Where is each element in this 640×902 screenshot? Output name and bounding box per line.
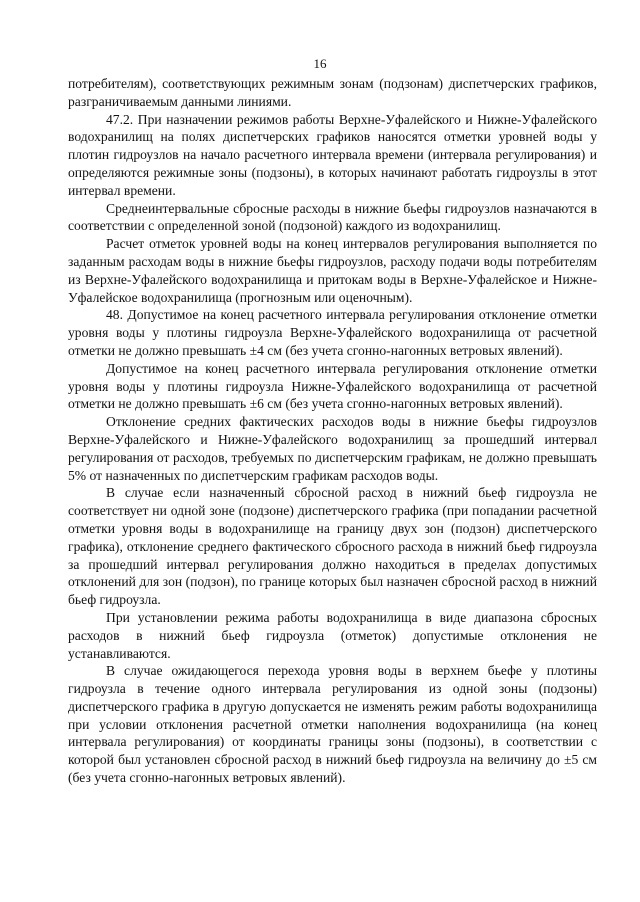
paragraph-discharge-deviation: Отклонение средних фактических расходов воды в нижние бьефы гидроузлов Верхне-Уфалейского и Нижне-Уфалейского водохранилищ за прошедший интервал регулирования от расходов, требуемых по диспетчерским графикам, не должно превышать 5% от назначенных по диспетчерским графикам расходов воды. [68,414,597,483]
paragraph-discharge-range: При установлении режима работы водохранилища в виде диапазона сбросных расходов в нижний бьеф гидроузла (отметок) допустимые отклонения не устанавливаются. [68,609,597,661]
page-number: 16 [313,56,327,71]
paragraph-continuation: потребителям), соответствующих режимным зонам (подзонам) диспетчерских графиков, разграничиваемым данными линиями. [68,76,597,109]
document-body [68,75,597,787]
paragraph-zone-transition: В случае ожидающегося перехода уровня воды в верхнем бьефе у плотины гидроузла в течение одного интервала регулирования из одной зоны (подзоны) диспетчерского графика в другую допускается не изменять режим работы водохранилища при условии отклонения расчетной отметки наполнения водохранилища (на конец интервала регулирования) от координаты границы зоны (подзоны), в соответствии с которой был установлен сбросной расход в нижний бьеф гидроузла на величину до ±5 см (без учета сгонно-нагонных ветровых явлений). [68,663,597,786]
paragraph-47-2: 47.2. При назначении режимов работы Верхне-Уфалейского и Нижне-Уфалейского водохранилищ на полях диспетчерских графиков наносятся отметки уровней воды у плотин гидроузлов на начало расчетного интервала времени (интервала регулирования) и определяются режимные зоны (подзоны), в которых начинают работать гидроузлы в этот интервал времени. [68,111,597,198]
paragraph-zone-boundary: В случае если назначенный сбросной расход в нижний бьеф гидроузла не соответствует ни одной зоне (подзоне) диспетчерского графика (при попадании расчетной отметки уровня воды в водохранилище на границу двух зон (подзон) диспетчерского графика), отклонение среднего фактического сбросного расхода в нижний бьеф гидроузла за прошедший интервал регулирования должно находиться в пределах допустимых отклонений для зон (подзон), по границе которых был назначен сбросной расход в нижний бьеф гидроузла. [68,485,597,608]
paragraph-48: 48. Допустимое на конец расчетного интервала регулирования отклонение отметки уровня воды у плотины гидроузла Верхне-Уфалейского водохранилища от расчетной отметки не должно превышать ±4 см (без учета сгонно-нагонных ветровых явлений). [68,307,597,358]
paragraph-level-calculation: Расчет отметок уровней воды на конец интервалов регулирования выполняется по заданным расходам воды в нижние бьефы гидроузлов, расходу подачи воды потребителям из Верхне-Уфалейского водохранилища и притокам воды в Верхне-Уфалейское и Нижне-Уфалейское водохранилища (прогнозным или оценочным). [68,236,597,305]
paragraph-interval-discharges: Среднеинтервальные сбросные расходы в нижние бьефы гидроузлов назначаются в соответствии с определенной зоной (подзоной) каждого из водохранилищ. [68,200,597,234]
paragraph-lower-deviation: Допустимое на конец расчетного интервала регулирования отклонение отметки уровня воды у плотины гидроузла Нижне-Уфалейского водохранилища от расчетной отметки не должно превышать ±6 см (без учета сгонно-нагонных ветровых явлений). [68,360,597,412]
